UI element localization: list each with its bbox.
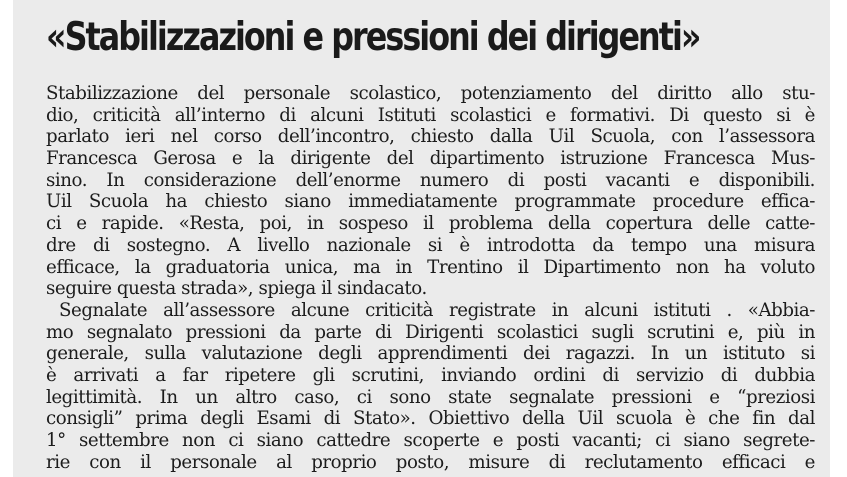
- article-line-paragraph-start: Segnalate all’assessore alcune criticità registrate in alcuni istituti . «Abbia-: [59, 299, 815, 321]
- article-line: mo segnalato pressioni da parte di Dirigenti scolastici sugli scrutini e, più in: [46, 321, 815, 343]
- article-line: 1° settembre non ci siano cattedre scoperte e posti vacanti; ci siano segrete-: [46, 430, 815, 451]
- article-line: legittimità. In un altro caso, ci sono state segnalate pressioni e “preziosi: [46, 386, 815, 408]
- article-line: Francesca Gerosa e la dirigente del dipartimento istruzione Francesca Mus-: [46, 148, 815, 170]
- article-line: Uil Scuola ha chiesto siano immediatamente programmate procedure effica-: [46, 191, 815, 213]
- article-line: generale, sulla valutazione degli apprendimenti dei ragazzi. In un istituto si: [46, 343, 815, 365]
- article-headline: «Stabilizzazioni e pressioni dei dirigenti»: [46, 15, 700, 60]
- article-line-paragraph-end: seguire questa strada», spiega il sindacato.: [46, 278, 427, 300]
- article-line: parlato ieri nel corso dell’incontro, chiesto dalla Uil Scuola, con l’assessora: [46, 126, 815, 148]
- article-line: dio, criticità all’interno di alcuni Istituti scolastici e formativi. Di questo si è: [46, 104, 815, 126]
- article-body: [46, 83, 815, 473]
- article-line: è arrivati a far ripetere gli scrutini, inviando ordini di servizio di dubbia: [46, 364, 815, 386]
- article-line: consigli” prima degli Esami di Stato». Obiettivo della Uil scuola è che fin dal: [46, 408, 815, 430]
- article-line: rie con il personale al proprio posto, misure di reclutamento efficaci e: [46, 451, 815, 473]
- article-line: ci e rapide. «Resta, poi, in sospeso il problema della copertura delle catte-: [46, 213, 815, 235]
- article-line: sino. In considerazione dell’enorme numero di posti vacanti e disponibili.: [46, 169, 815, 191]
- article-line: efficace, la graduatoria unica, ma in Trentino il Dipartimento non ha voluto: [46, 256, 815, 278]
- article-line: dre di sostegno. A livello nazionale si è introdotta da tempo una misura: [46, 234, 815, 256]
- article-line: Stabilizzazione del personale scolastico, potenziamento del diritto allo stu-: [46, 83, 815, 104]
- newspaper-clipping: [13, 0, 830, 477]
